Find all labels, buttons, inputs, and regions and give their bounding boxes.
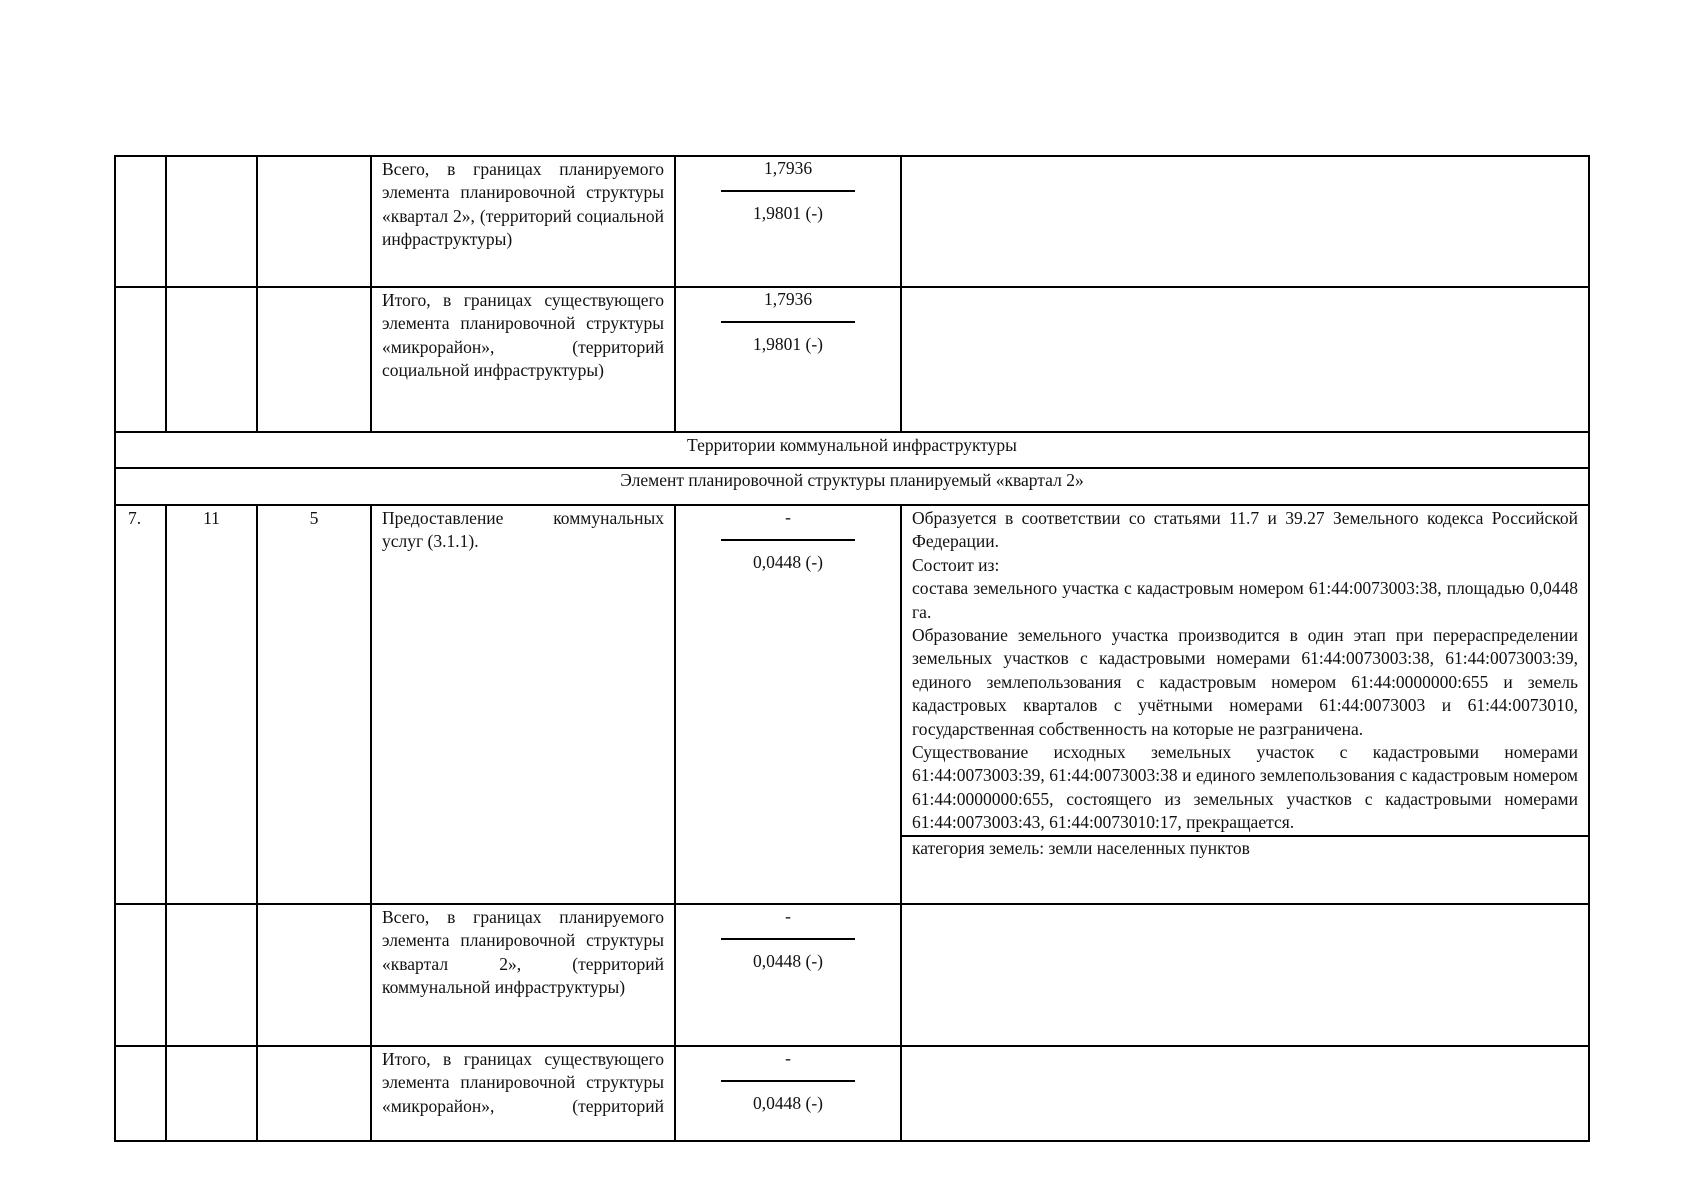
- fraction-bar: [721, 539, 855, 541]
- cell-empty: [115, 156, 166, 287]
- description-paragraph: Существование исходных земельных участок с кадастровыми номерами 61:44:0073003:39, 61:44:0073003:38 и единого землепользования с кадастровым номером 61:44:0000000:655, состоящего из земельных участков с кадастровыми номерами 61:44:0073003:43, 61:44:0073010:17, прекращается.: [912, 742, 1578, 833]
- land-plot-table: [114, 155, 1590, 1142]
- row-number: 7.: [115, 505, 166, 904]
- fraction-bar: [721, 1080, 855, 1082]
- description-paragraph: состава земельного участка с кадастровым номером 61:44:0073003:38, площадью 0,0448 га.: [912, 578, 1578, 622]
- table-row: [115, 156, 1589, 287]
- area-fraction: [721, 905, 855, 973]
- cell-empty: [257, 904, 371, 1046]
- row-value: [675, 287, 901, 432]
- description-paragraph: Образуется в соответствии со статьями 11.7 и 39.27 Земельного кодекса Российской Федерации.: [912, 508, 1578, 552]
- row-name: Итого, в границах существующего элемента планировочной структуры «микрорайон», (территорий социальной инфраструктуры): [371, 287, 675, 432]
- table-row: [115, 904, 1589, 1046]
- cell-empty: [115, 287, 166, 432]
- cell-empty: [166, 1046, 257, 1141]
- row-value: [675, 1046, 901, 1141]
- description-body: [912, 507, 1578, 860]
- row-value: [675, 505, 901, 904]
- cell-empty: [257, 1046, 371, 1141]
- fraction-bar: [721, 938, 855, 940]
- cell-empty: [115, 904, 166, 1046]
- table-row: [115, 287, 1589, 432]
- area-denominator: 0,0448 (-): [753, 1093, 823, 1113]
- subsection-title: Элемент планировочной структуры планируемый «квартал 2»: [115, 468, 1589, 505]
- area-denominator: 0,0448 (-): [753, 951, 823, 971]
- area-numerator: 1,7936: [763, 289, 813, 309]
- cell-empty: [901, 904, 1589, 1046]
- cell-empty: [901, 156, 1589, 287]
- row-value: [675, 156, 901, 287]
- area-numerator: -: [785, 906, 791, 926]
- row-name: Всего, в границах планируемого элемента планировочной структуры «квартал 2», (территорий социальной инфраструктуры): [371, 156, 675, 287]
- subsection-row: [115, 468, 1589, 505]
- cell-empty: [257, 156, 371, 287]
- table-row: [115, 1046, 1589, 1141]
- area-fraction: [721, 157, 855, 225]
- fraction-bar: [721, 190, 855, 192]
- area-denominator: 1,9801 (-): [753, 334, 823, 354]
- area-denominator: 0,0448 (-): [753, 552, 823, 572]
- cell-empty: [166, 156, 257, 287]
- row-code: 11: [166, 505, 257, 904]
- cell-empty: [257, 287, 371, 432]
- area-numerator: 1,7936: [763, 158, 813, 178]
- row-description: [901, 505, 1589, 904]
- description-paragraph: Образование земельного участка производится в один этап при перераспределении земельных участков с кадастровыми номерами 61:44:0073003:38, 61:44:0073003:39, единого землепользования с кадастровым номером 61:44:0000000:655 и земель кадастровых кварталов с учётными номерами 61:44:0073003 и 61:44:0073010, государственная собственность на которые не разграничена.: [912, 625, 1578, 739]
- area-numerator: -: [785, 507, 791, 527]
- area-fraction: [721, 288, 855, 356]
- row-name: Итого, в границах существующего элемента планировочной структуры «микрорайон», (территорий: [371, 1046, 675, 1141]
- area-numerator: -: [785, 1048, 791, 1068]
- cell-empty: [901, 1046, 1589, 1141]
- cell-empty: [166, 287, 257, 432]
- land-category: категория земель: земли населенных пунктов: [902, 835, 1588, 860]
- cell-empty: [901, 287, 1589, 432]
- fraction-bar: [721, 321, 855, 323]
- section-row: [115, 432, 1589, 468]
- cell-empty: [166, 904, 257, 1046]
- cell-empty: [115, 1046, 166, 1141]
- area-denominator: 1,9801 (-): [753, 203, 823, 223]
- row-value: [675, 904, 901, 1046]
- area-fraction: [721, 1047, 855, 1115]
- row-name: Всего, в границах планируемого элемента планировочной структуры «квартал 2», (территорий коммунальной инфраструктуры): [371, 904, 675, 1046]
- description-paragraph: Состоит из:: [912, 554, 1000, 575]
- table-row: [115, 505, 1589, 904]
- section-title: Территории коммунальной инфраструктуры: [115, 432, 1589, 468]
- row-index: 5: [257, 505, 371, 904]
- area-fraction: [721, 506, 855, 574]
- row-name: Предоставление коммунальных услуг (3.1.1).: [371, 505, 675, 904]
